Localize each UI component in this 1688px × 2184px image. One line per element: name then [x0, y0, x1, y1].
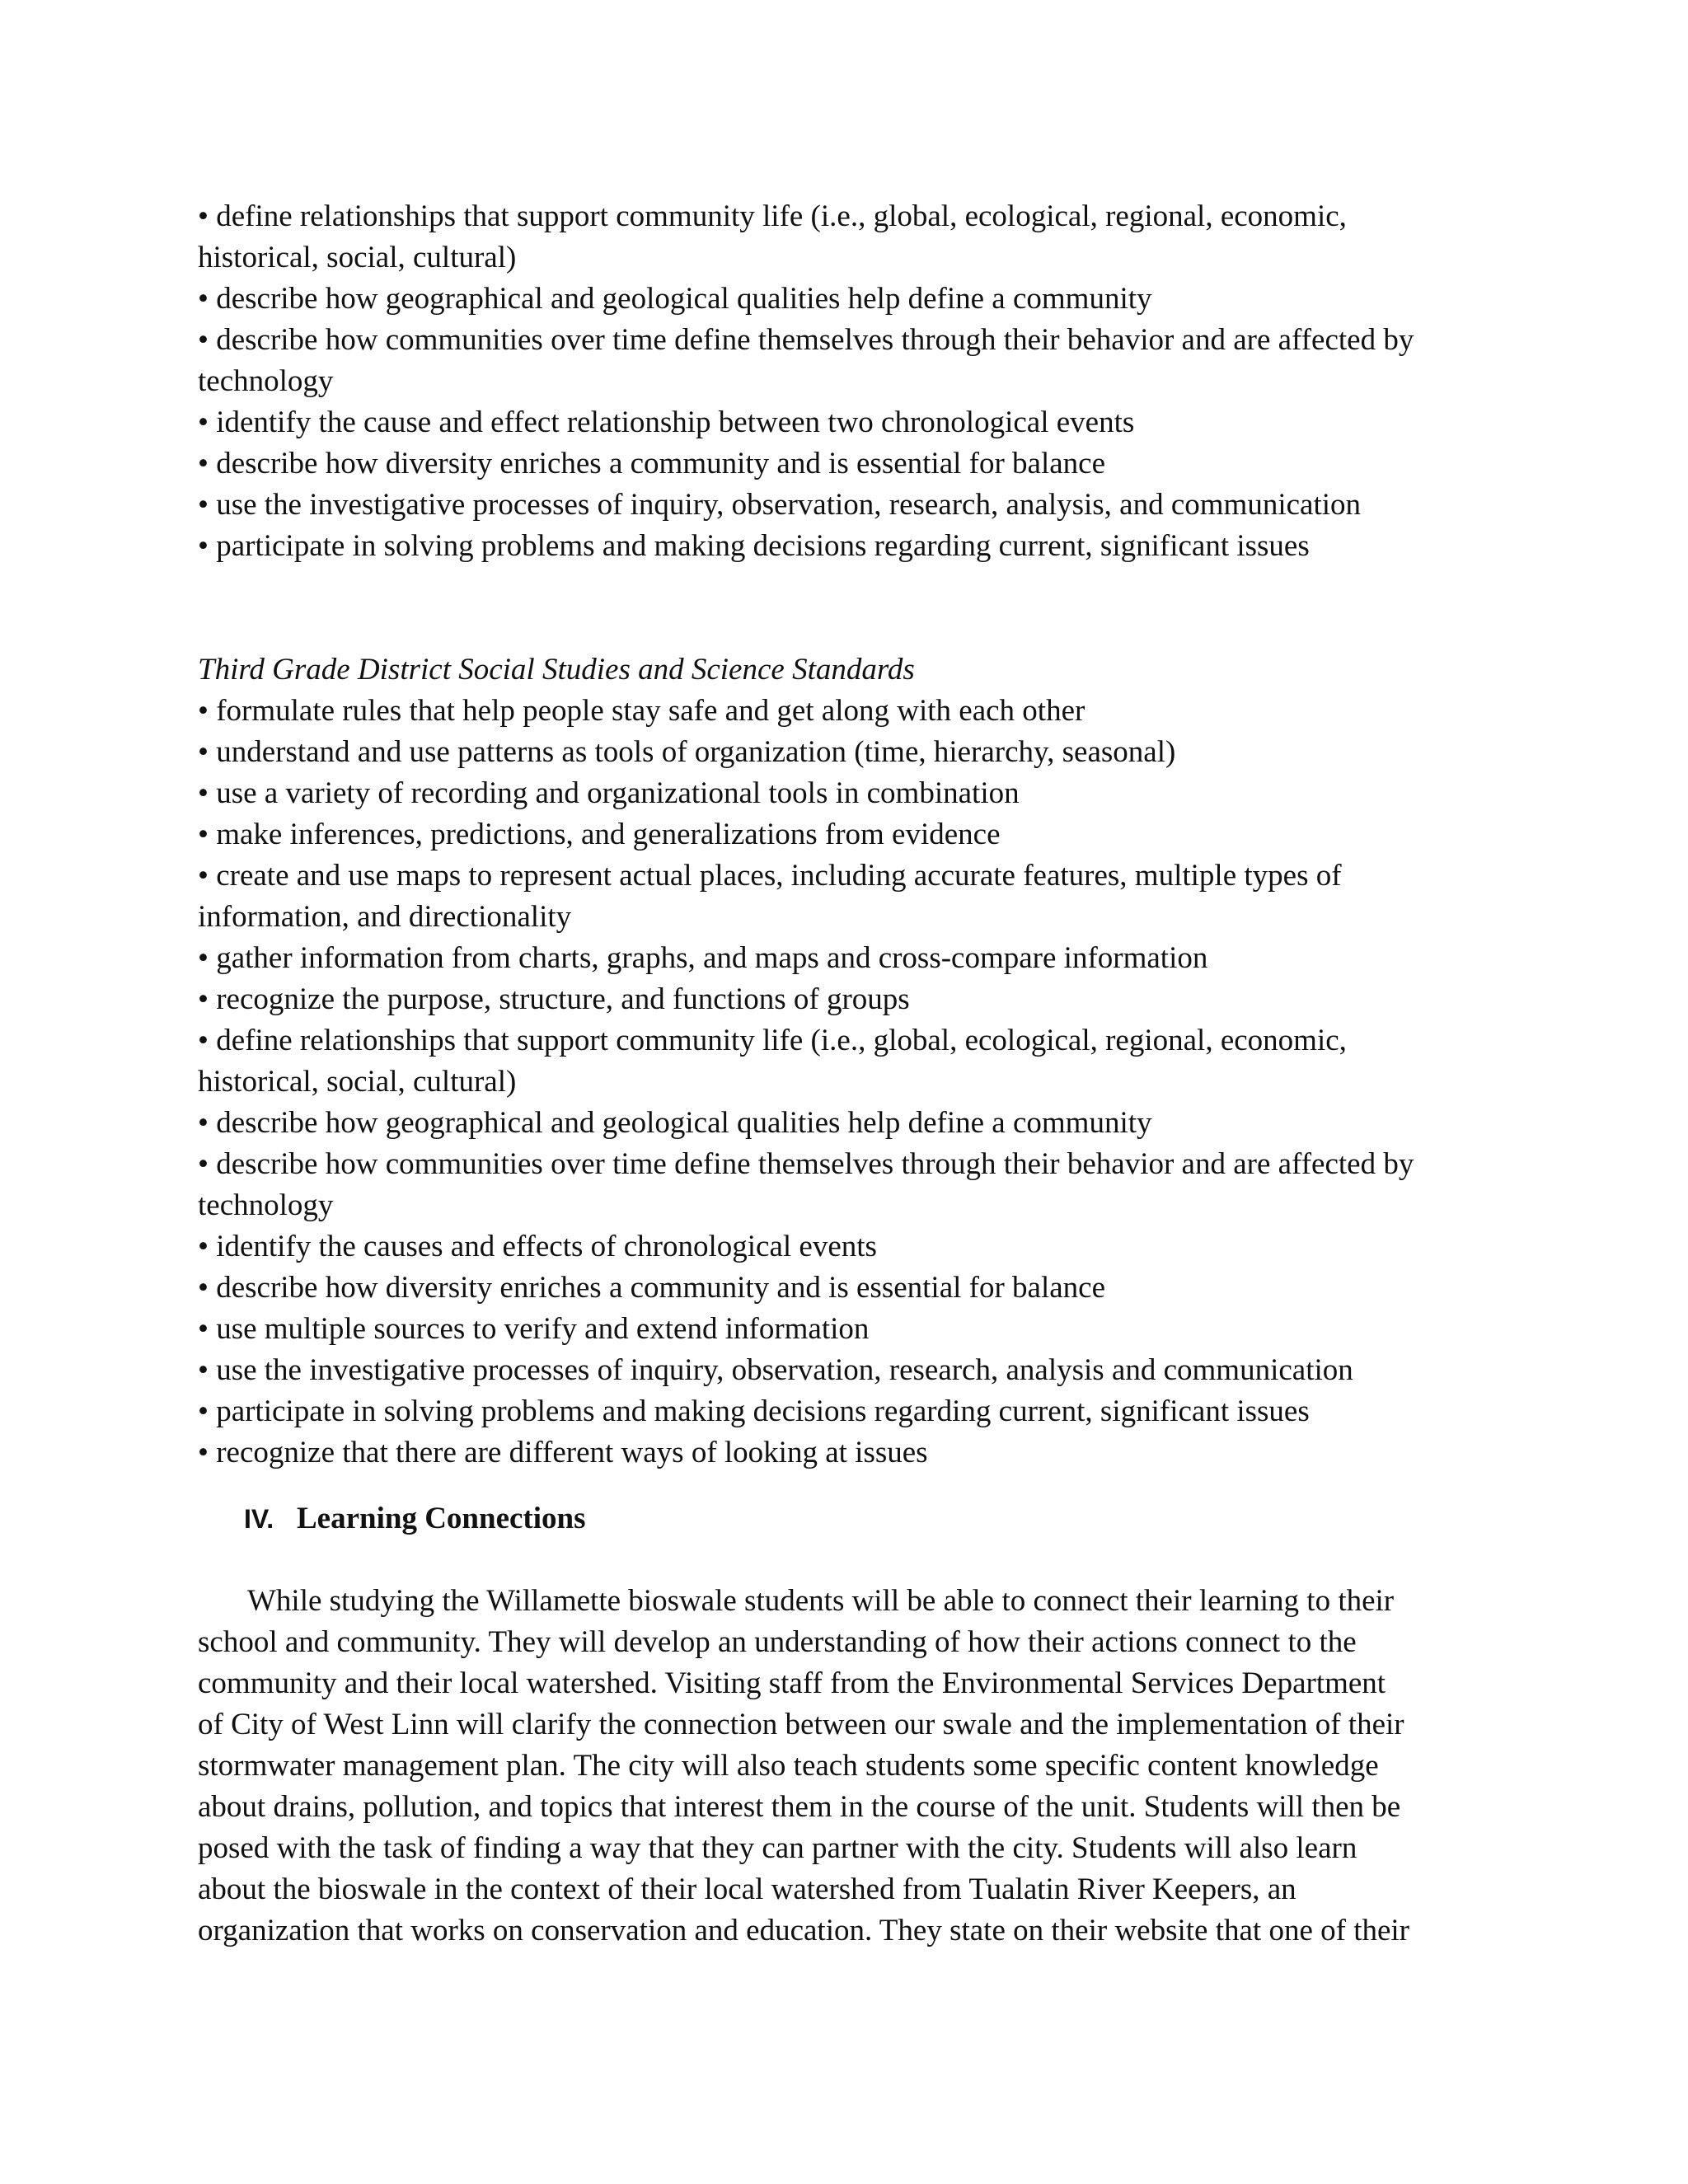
- section-heading-learning-connections: [198, 1498, 1500, 1540]
- learning-connections-paragraph: [198, 1581, 1500, 1952]
- list-item: technology: [198, 1188, 334, 1222]
- list-item: • identify the causes and effects of chronological events: [198, 1230, 877, 1263]
- list-item: historical, social, cultural): [198, 1065, 517, 1099]
- list-item: • participate in solving problems and making decisions regarding current, significant issues: [198, 529, 1310, 563]
- paragraph-line: of City of West Linn will clarify the connection between our swale and the implementation of their: [198, 1708, 1404, 1741]
- list-item: • describe how communities over time define themselves through their behavior and are affected by: [198, 1147, 1414, 1181]
- list-item: • define relationships that support community life (i.e., global, ecological, regional, economic,: [198, 1024, 1347, 1057]
- section-title: Learning Connections: [297, 1502, 586, 1535]
- list-item: • recognize that there are different ways of looking at issues: [198, 1436, 928, 1469]
- paragraph-line: about drains, pollution, and topics that interest them in the course of the unit. Students will then be: [198, 1790, 1401, 1824]
- list-item: • gather information from charts, graphs, and maps and cross-compare information: [198, 941, 1208, 975]
- section-number: IV.: [244, 1504, 274, 1534]
- paragraph-line: organization that works on conservation and education. They state on their website that one of their: [198, 1914, 1409, 1947]
- list-item: information, and directionality: [198, 900, 572, 934]
- list-item: • use the investigative processes of inquiry, observation, research, analysis and communication: [198, 1353, 1353, 1387]
- list-item: historical, social, cultural): [198, 241, 517, 274]
- list-item: • use multiple sources to verify and extend information: [198, 1312, 870, 1346]
- paragraph-line: about the bioswale in the context of their local watershed from Tualatin River Keepers, an: [198, 1872, 1296, 1906]
- spacer: [198, 567, 1500, 649]
- spacer: [198, 1474, 1500, 1498]
- list-item: • create and use maps to represent actual places, including accurate features, multiple types of: [198, 859, 1342, 893]
- list-item: • describe how diversity enriches a community and is essential for balance: [198, 1271, 1106, 1305]
- list-item: • formulate rules that help people stay safe and get along with each other: [198, 694, 1085, 728]
- list-item: • define relationships that support community life (i.e., global, ecological, regional, economic,: [198, 199, 1347, 233]
- list-item: • recognize the purpose, structure, and functions of groups: [198, 982, 910, 1016]
- standards-list-continued: [198, 196, 1500, 567]
- paragraph-line: school and community. They will develop an understanding of how their actions connect to the: [198, 1625, 1357, 1659]
- paragraph-line: posed with the task of finding a way that they can partner with the city. Students will also learn: [198, 1831, 1357, 1865]
- list-item: • participate in solving problems and making decisions regarding current, significant issues: [198, 1394, 1310, 1428]
- list-item: • understand and use patterns as tools of organization (time, hierarchy, seasonal): [198, 735, 1176, 769]
- paragraph-line: community and their local watershed. Visiting staff from the Environmental Services Department: [198, 1666, 1386, 1700]
- paragraph-line: While studying the Willamette bioswale students will be able to connect their learning to their: [247, 1584, 1395, 1618]
- list-item: • identify the cause and effect relationship between two chronological events: [198, 405, 1135, 439]
- third-grade-standards-heading: Third Grade District Social Studies and Science Standards: [198, 653, 915, 687]
- list-item: • use the investigative processes of inquiry, observation, research, analysis, and communication: [198, 488, 1362, 522]
- list-item: technology: [198, 364, 334, 398]
- list-item: • describe how geographical and geological qualities help define a community: [198, 1106, 1152, 1140]
- spacer: [198, 1540, 1500, 1581]
- document-page: [198, 196, 1500, 1952]
- list-item: • describe how communities over time define themselves through their behavior and are affected by: [198, 323, 1414, 357]
- list-item: • use a variety of recording and organizational tools in combination: [198, 776, 1020, 810]
- list-item: • describe how diversity enriches a community and is essential for balance: [198, 447, 1106, 480]
- paragraph-line: stormwater management plan. The city will also teach students some specific content knowledge: [198, 1749, 1379, 1783]
- list-item: • make inferences, predictions, and generalizations from evidence: [198, 818, 1001, 851]
- third-grade-standards-list: [198, 691, 1500, 1474]
- list-item: • describe how geographical and geological qualities help define a community: [198, 282, 1152, 316]
